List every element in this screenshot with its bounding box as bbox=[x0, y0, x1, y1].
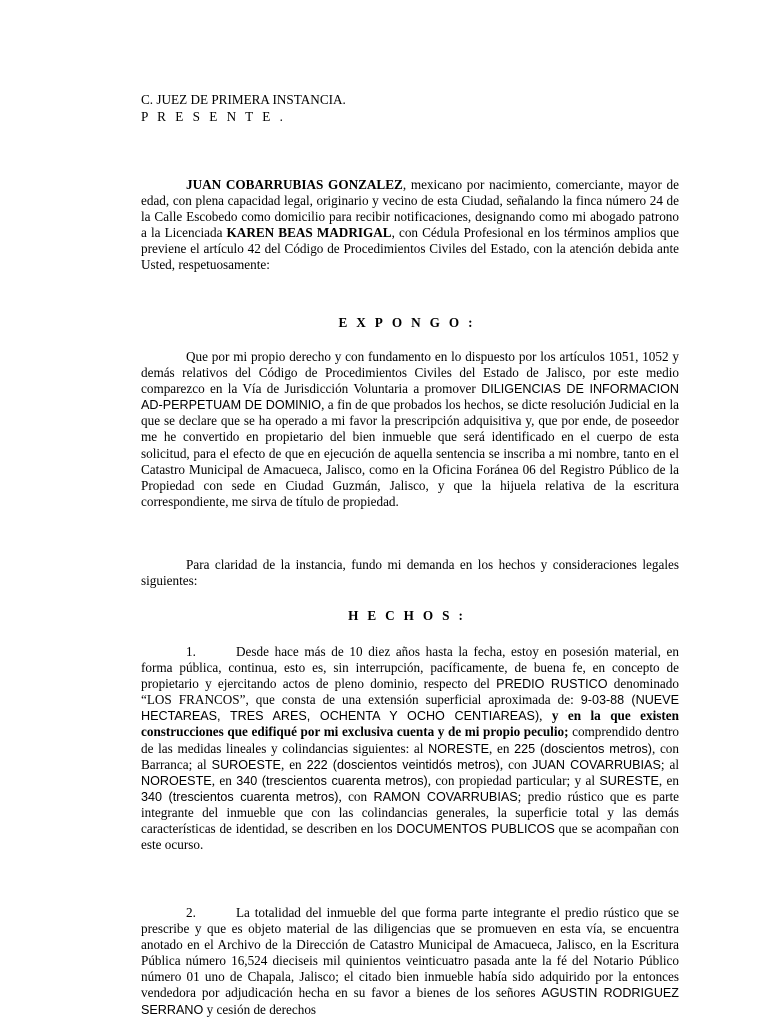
addressee-judge: C. JUEZ DE PRIMERA INSTANCIA. bbox=[141, 92, 346, 107]
boundary-direction: NOROESTE bbox=[141, 773, 212, 788]
item-1-text: comprendido dentro de las medidas lineales y colindancias siguientes: al bbox=[141, 724, 679, 756]
item-1-text: ; predio rústico que es parte integrante del inmueble que con las colindancias generales, la superficie total y las demás características de identidad, se describen en los bbox=[141, 788, 679, 837]
public-documents: DOCUMENTOS PUBLICOS bbox=[396, 822, 555, 837]
boundary-length: 222 (doscientos veintidós metros) bbox=[306, 757, 500, 772]
expongo-paragraph-1 bbox=[141, 349, 679, 510]
item-2-number: 2. bbox=[186, 905, 196, 920]
petitioner-name: JUAN COBARRUBIAS GONZALEZ bbox=[186, 177, 403, 192]
expongo-heading: EXPONGO: bbox=[338, 315, 482, 330]
item-1-text: , en bbox=[211, 772, 237, 788]
constructions-statement: y en la que existen construcciones que edifiqué por mi exclusiva cuenta y de mi propio peculio; bbox=[141, 708, 679, 740]
intro-text-2: , con Cédula Profesional en los términos amplios que previene el artículo 42 del Código de Procedimientos Civiles del Estado, con la atención debida ante Usted, respetuosamente: bbox=[141, 225, 679, 273]
item-1-text: , en bbox=[658, 772, 679, 788]
item-1-text: , con bbox=[499, 756, 533, 772]
item-2-text: La totalidad del inmueble del que forma parte integrante el predio rústico que se prescribe y que es objeto material de las diligencias que se promueven en esta vía, se encuentra anotado en el Archivo de la Dirección de Catastro Municipal de Amacueca, Jalisco, en la Escritura Pública número 16,524 dieciseis mil quinientos veinticuatro pasada ante la fé del Notario Público número 01 uno de Chapala, Jalisco; el citado bien inmueble había sido adquirido por la entonces vendedora por adjudicación hecha en su favor a bienes de los señores bbox=[141, 905, 679, 1001]
boundary-length: 225 (doscientos metros) bbox=[514, 741, 652, 756]
item-1-text: , con Barranca; al bbox=[141, 740, 679, 772]
item-1-text: , con bbox=[338, 788, 374, 804]
item-2-text: y cesión de derechos bbox=[203, 1001, 317, 1017]
item-1-text: , en bbox=[489, 740, 515, 756]
item-1-text: , bbox=[539, 708, 552, 724]
boundary-direction: SURESTE bbox=[599, 773, 659, 788]
property-area: 9-03-88 (NUEVE HECTAREAS, TRES ARES, OCHENTA Y OCHO CENTIAREAS) bbox=[141, 693, 679, 724]
lawyer-name: KAREN BEAS MADRIGAL bbox=[226, 225, 392, 241]
boundary-length: 340 (trescientos cuarenta metros) bbox=[236, 773, 428, 788]
item-1-text: , con propiedad particular; y al bbox=[427, 772, 600, 788]
property-type: PREDIO RUSTICO bbox=[496, 677, 608, 692]
item-1-number: 1. bbox=[186, 644, 196, 659]
item-1-text: Desde hace más de 10 diez años hasta la fecha, estoy en posesión material, en forma pública, continua, esto es, sin interrupción, pacíficamente, de buena fe, en concepto de propietario y ejercitando actos de pleno dominio, respecto del bbox=[141, 644, 679, 692]
seller-name: AGUSTIN RODRIGUEZ SERRANO bbox=[141, 986, 680, 1017]
expongo-p1-text-2: , a fin de que probados los hechos, se dicte resolución Judicial en la que se declare que se ha operado a mi favor la prescripción adquisitiva y, que por ende, de poseedor me he convertido en propietario del bien inmueble que será identificado en el cuerpo de esta solicitud, para el efecto de que en ejecución de aquella sentencia se inscriba a mi nombre, tanto en el Catastro Municipal de Amacueca, Jalisco, como en la Oficina Foránea 06 del Registro Público de la Propiedad con sede en Ciudad Guzmán, Jalisco, y que la hijuela relativa de la escritura correspondiente, me sirva de título de propiedad. bbox=[141, 397, 680, 509]
item-1-text: , en bbox=[280, 756, 307, 772]
neighbor-name: JUAN COVARRUBIAS bbox=[532, 757, 661, 772]
neighbor-name: RAMON COVARRUBIAS bbox=[373, 789, 518, 804]
procedure-name: DILIGENCIAS DE INFORMACION AD-PERPETUAM DE DOMINIO bbox=[141, 382, 680, 413]
boundary-length: 340 (trescientos cuarenta metros) bbox=[141, 789, 339, 804]
addressee-block bbox=[141, 91, 346, 125]
item-1-text: denominado “LOS FRANCOS”, que consta de una extensión superficial aproximada de: bbox=[141, 676, 679, 708]
hechos-heading: HECHOS: bbox=[348, 608, 472, 623]
item-1-text: que se acompañan con este ocurso. bbox=[141, 821, 679, 853]
boundary-direction: SUROESTE bbox=[211, 757, 281, 772]
hechos-item-1 bbox=[141, 644, 679, 853]
boundary-direction: NORESTE bbox=[428, 741, 490, 756]
intro-text-1: , mexicano por nacimiento, comerciante, mayor de edad, con plena capacidad legal, originario y vecino de esta Ciudad, señalando la finca número 24 de la Calle Escobedo como domicilio para recibir notificaciones, designando como mi abogado patrono a la Licenciada bbox=[141, 177, 680, 241]
expongo-paragraph-2: Para claridad de la instancia, fundo mi demanda en los hechos y consideraciones legales siguientes: bbox=[141, 557, 679, 589]
item-1-text: ; al bbox=[660, 756, 679, 772]
intro-paragraph bbox=[141, 177, 679, 274]
hechos-item-2 bbox=[141, 905, 679, 1018]
addressee-presente: P R E S E N T E . bbox=[141, 109, 286, 124]
expongo-p1-text-1: Que por mi propio derecho y con fundamento en lo dispuesto por los artículos 1051, 1052 y demás relativos del Código de Procedimientos Civiles del Estado de Jalisco, por este medio comparezco en la Vía de Jurisdicción Voluntaria a promover bbox=[141, 349, 679, 397]
